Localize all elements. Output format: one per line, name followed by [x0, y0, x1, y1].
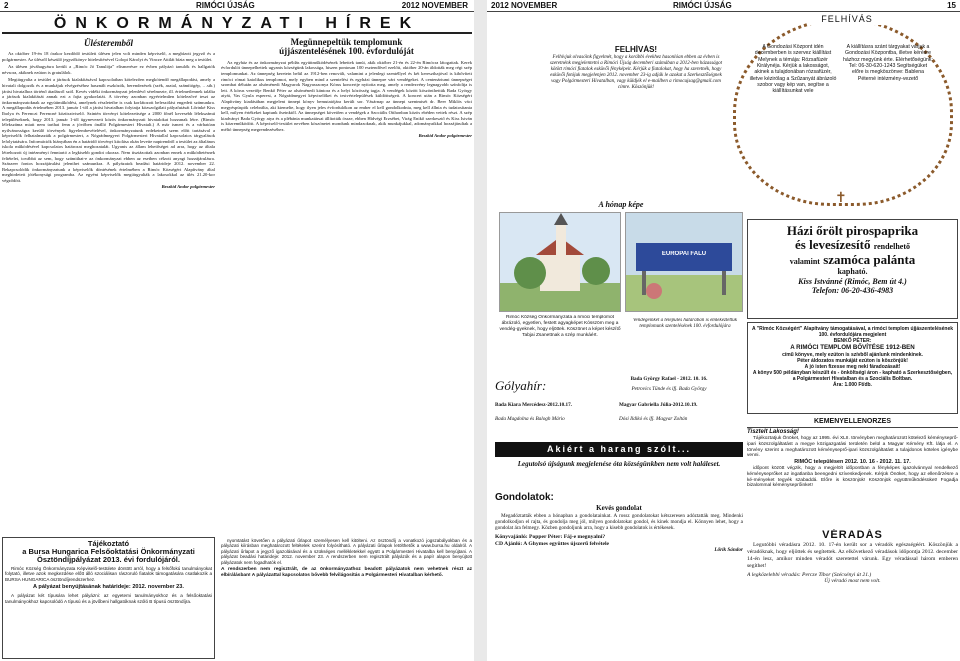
ad-line: kapható.: [837, 266, 868, 276]
book-notice: [747, 322, 958, 414]
cd-recommendation: CD Ajánló: A Ghymes együttes újszerű felvétele: [495, 540, 610, 547]
section-title: Akiért a harang szólt...: [495, 442, 743, 457]
death-notice: [495, 442, 743, 490]
article-signature: Beszkid Andor polgármester: [418, 132, 472, 138]
right-header: [487, 0, 960, 12]
notice-left-text: A Gondozási Központ idén decemberben is szervez kiállítást Melynek a témája: Rózsafüzér Királynéja. Kérjük a lakosságot, akinek a tulajdonában rózsafüzér, illetve kézirólag a Szűzanyát ábrázoló szobor vagy kép van, segítse a kiállításunkat vele: [749, 44, 837, 95]
paper-name: RIMÓCI ÚJSÁG: [673, 1, 732, 10]
section-title: Gondolatok:: [495, 492, 554, 503]
session-article: [2, 38, 215, 533]
page-number: 2: [4, 1, 9, 10]
section-title: VÉRADÁS: [822, 529, 883, 541]
church-photo: [499, 212, 621, 312]
bursa-tender-box: [2, 537, 215, 659]
article-paragraph: Az ülésen jóváhagyásra került a „Rimóc Jó Tanulója” elismerésre ez évben pályázó tanulók és hallgatók névsora, akiknek ezúton is gratulálok.: [2, 64, 215, 75]
tender-types: A pályázat két típusára lehet pályázni: az egyetemi tanulmányokhoz és a felsőoktatási tanulmányokhoz kapcsolódó A típusú és a jövőbeni hallgatóknak szóló B típusú ösztöndíjra.: [5, 593, 212, 604]
left-newspaper-page: [0, 0, 474, 661]
article-body: Az egyház és az önkormányzat példás együttműködésének lebettek tanúi, akik október 21-én és 22-én Rimócra látogattak. Kerek évfordulót ünnepelhettek ugyanis községünk lakossága, hiszen pontosan 100 esztendővel ezelőtt, október 20-án áldották meg régi szép templomunkat. Az ünnepség keretein belül az 1912-ben renovált, valamint a jelenlegi szentéllyel és két kereszthajóval is kibővített rimóci római katolikus templomot, mely egyben mind a szentelési és egyházi ünnepre várt vendégeket. A centenáriumi ünnepséget szombat délután az alsóménedi Magyarok Nagyasszonya Kórus koncertje nyitotta meg, amely a rendezvény legnagyobb színfoltja is lett. A kórus vezetője Benkő Péter az alsóménedi kántora és a helyi közösség tagja. A vendégek között köszönthettük Bada György atyát, Vas Gyula esperest, a Nógrádmegyei képviselőket és testvértelepülések küldöttségeit. A koncert után a Rimóc Községért Alapítvány kiadásában megjelent ünnepi könyv bemutatójára került sor. Vásárnap az ünnepi szentmisét dr. Beer Miklós váci megyéspüspök celebrálta, aki kiemelte, hogy ilyen jeles évfordulókon az ember el kell gondolkodnia, meg kell állnia és tudatosítania kell, milyen értékeket kaptunk őseinktől. Az ünnepséget követően a vendégek a Szociális Otthonban közös ebéden vettek részt. A szép kiadványt Bada György atya és a plébánia munkatársai állították össze, ebben Hídvégi Erzsébet, Virág Enikő szerkesztő és Kiss István is közreműködött. A képviselő-testület nevében köszönetet mondunk mindazoknak, akik munkájukkal, adományaikkal hozzájárultak a méltó ünnepség megrendezéséhez.: [221, 59, 472, 132]
sign-label: EURÓPAI FALU: [661, 251, 707, 257]
birth-2-name: Bada Kiara Mercédesz-2012.10.17.: [495, 402, 572, 408]
page-number: 15: [947, 1, 956, 10]
photo-caption-left: Rimóc Község Önkormányzata a rimóci templomot ábrázoló, egyetlen, festett agyagképet Kósszöm meg a vendég-gyeknek, hogy eljöttek. Köszönet a képet készítő Tabjai Zsanettnak a szép munkáért.: [499, 315, 621, 338]
month-picture-section: [497, 200, 745, 370]
ad-address: Kiss Istvánné (Rimóc, Bem út 4.): [798, 276, 907, 286]
article-signature: Beszkid Andor polgármester: [161, 183, 215, 189]
article-title-line2: újjászentelésének 100. évfordulóját: [279, 46, 414, 57]
notice-right-text: A kiállításra szánt tárgyakat várjuk a Gondozási Központba, illetve kérésre házhoz megyünk érte. Elérhetőségünk: Tel: 06-30-620-1243 Segítségüket előre is megköszönve: Bablena Péterné intézmény-vezető: [843, 44, 933, 82]
book-line: című könyve, mely ezúton is szívből ajánlunk mindenkinek.: [782, 351, 923, 358]
notice-greeting: Tisztelt Lakosság!: [747, 428, 799, 435]
church-anniversary-article: [221, 38, 472, 535]
article-body: Megtárgyalta a testület a járások kialakításával kapcsolatban kötelezően megkötendő megállapodást, amely a hivatali dolgozók és a munkájuk elvégzéséhez használt eszközök, berendezések (szék, asztal, számítógép, …stb.) járási hivatalhoz történő átadásról szól. Kevés vidéki önkormányzat jelenlévő sérelmezte, ill. értelmetlennek találta a járások kialakítását annak ezt a fajta gyakorlatát. A törvény azonban egyértelműen kötelezővé teszi az önkormányzatoknak az együttműködést, amelynek részleteibe is csak korlátozott beleszólást engedett számunkra. A megállapodás értelmében 2013. január 1-től a járási hivatalban folytatja közszolgálati pályafutását Lőrinké Kiss Ibolya és Ferenczi Ferencné köztisztviselő. Szintén törvényi kötelezettsége a 2000 főnél kevesebb lélekszámú településeknek, hogy 2013. január 1-től ügynevezett közös önkormányzati hivatalokat hozzanak létre. (Rimóc lélekszáma miatt nem tarthat fenn a jövőben önálló Polgármesteri Hivatalt.) A már ismert és a várhatóan nyilvánosságra kerülő törvények figyelembevételével, önkormányzatunk erdekeinek szem előtt tartásával a képviselők felhatalmazták a polgármestert, a Nógrádmegyeri Polgármesteri Hivatallal kapcsolatos tárgyalások lefolytatására. Információk hiányában én a határidő törvényi kitolása okán levette napirendről a testület az általános iskola működésével kapcsolatos határozat meghozatalát. Ugyanis az állam lehetőséget ad arra, hogy az általa létrehozott új intézményi fenntartó a legkisebb gondot okozza. Nem tisztázottak azonban ennek a működtetésnek feltételei, továbbá az sem, hogy számithat-e az önkormányzat ebben az esetben célzott anyagi hozzájárulásra. Szászeer fontos hozzájárulást jelenthet számunkra. A pályázatok beadási határideje 2012. november 22. Bekapcsolódik önkormányzatunk a képviselők döntésének értelmében a Rimóc Községért Alapítvány által meghirdetett jótékonysági programba. Az egyéni képviselők megtárgyalták a lakosokkal az ülés 21.20-kor végződött.: [2, 77, 215, 184]
continuation-text: nyomtatást követően a pályázati űrlapot személyesen kell kitölteni. Az ösztöndíj a vonatkozó jogszabályokban és a pályázati kiírásban meghatározott feltételek szerint folyósítható. A pályázati űrlapok letölthetők a www.bursa.hu oldalról. A pályázati űrlapot a jegyző igazolásával és a szükséges mellékletekkel együtt a Polgármesteri Hivatalba kell benyújtani. A pályázat beadási határideje: 2012. november 23. A rendszerben nem regisztrált pályázók és a papír alapon benyújtott pályázatok nem fogadhatók el.: [221, 538, 472, 565]
notice-text: Tájékoztatjuk Önöket, hogy az 1995. évi XLII. törvényben meghatározott kötelező kéményseprő-ipari közszolgáltatást a megye közigazgatási területén belül a Magyar Kémény Kft. látja el. A törvény szerint a meghatározott kéményseprő-ipari közszolgáltatást a tulajdonos köteles igénybe venni.: [747, 435, 958, 459]
section-masthead: ÖNKORMÁNYZATI HÍREK: [2, 14, 472, 34]
paprika-ad: [747, 219, 958, 319]
cross-icon: ✝: [835, 191, 847, 206]
notice-title: KÉMÉNYELLENŐRZÉS: [747, 418, 958, 428]
notice-title: FELHÍVÁS: [807, 14, 887, 25]
birth-2-parents: Bada Magdolna és Balogh Mário: [495, 416, 565, 422]
notice-line: A legközelebbi véradás: Percze Tibor (Szécsényi út 21.): [747, 571, 872, 578]
tender-deadline: A pályázat benyújtásának határideje: 2012. november 23.: [33, 584, 184, 591]
section-title: Gólyahír:: [495, 378, 547, 393]
ad-line: valamint: [789, 256, 820, 266]
book-author: BENKŐ PÉTER:: [833, 338, 872, 345]
ad-line: Házi őrölt: [786, 223, 843, 238]
issue-date: 2012 NOVEMBER: [491, 1, 558, 10]
continuation-bold: A rendszerben nem regisztrált, de az önkormányzathoz beadott pályázatok nem vehetnek részt az elbírálásban! A pályázattal kapcsolatos bővebb felvilágosítás a Polgármesteri Hivatalban kérhető.: [221, 567, 472, 579]
ad-line: levesízesítő: [809, 237, 871, 253]
tender-text: Rimóc Község Önkormányzata Képviselő-testülete döntött arról, hogy a felsőfokú tanulmányokat folytató, illetve azok megkezdése előtt álló szociálisan rászoruló fiatalok támogatására csatlakozik a BURSA HUNGARICA ösztöndíjrendszerhez.: [5, 565, 212, 582]
thoughts-text: Megadóztatták ebben a hónapban a gondolatainkat. A rossz gondolatokat kétszeresen adóztatták meg. Mindenki gondolkodjon el rajta, és gondolja meg jól, milyen gondolatokat gondol, és kinek mondja el. Könnyen lehet, hogy a gondolat ára felmegy. Közben gondoljunk arra, hogy a kisebb gondolatok is értékesek.: [495, 512, 743, 532]
book-price: Ára: 1.000 Ft/db.: [833, 382, 872, 389]
birth-3-parents: Dósi Ildikó és ifj. Magyar Zoltán: [619, 416, 688, 422]
ad-phone: Telefon: 06-20-436-4983: [811, 286, 894, 296]
section-subtitle: Kevés gondolat: [596, 504, 642, 513]
tender-title: Tájékoztató a Bursa Hungarica Felsőoktatási Önkormányzati Ösztöndíjpályázat 2013. évi fordulójáról.: [22, 539, 195, 564]
thoughts-column: [495, 492, 743, 659]
ad-line: szamóca palánta: [823, 251, 916, 267]
birth-1-name: Bada György Rafael - 2012. 10. 16.: [630, 376, 708, 382]
column-signature: Lőrik Sándor: [714, 547, 743, 554]
article-title: Ülésteremből: [84, 38, 133, 48]
ad-line: piros: [846, 223, 875, 238]
book-line: A jó isten fizesse meg neki fáradozásait!: [804, 364, 901, 371]
notice-text: Legutóbbi véradásra 2012. 10. 17-én került sor a véradók egészségéért. Köszönjük a véradóknak, hogy eljöttek és segítettek. Az elkövetkező véradások időpontja 2012. december 14-én lesz, amikor minden véradót szeretettel várunk. Egy véradással három emberen segíthet!: [747, 542, 958, 569]
birth-news: [495, 374, 743, 438]
book-notice-intro: A "Rimóc Községért" Alapítvány támogatásával, a rimóci templom újjászentelésének 100. évfordulójára megjelent: [751, 326, 954, 339]
notice-text: Legutolsó újságunk megjelenése óta községünkben nem volt haláleset.: [517, 459, 721, 468]
section-title: A hónap képe: [598, 200, 644, 209]
paper-name: RIMÓCI ÚJSÁG: [196, 1, 255, 10]
book-recommendation: Könyvajánló: Popper Péter: Fáj-e megnyalni?: [495, 533, 606, 540]
photo-caption-right: Vendégeinket a település határában is emlékeztettük templomunk szentelésének 100. évfordulójára: [633, 318, 737, 330]
notice-line: Új véradó most nem volt.: [824, 578, 881, 585]
book-line: A könyv 500 példányban készült és - önköltségi áron - kapható a Szerkesztőségben, a Polgármesteri Hivatalban és a Szociális Boltban.: [752, 370, 953, 383]
chimney-inspection-notice: [747, 418, 958, 526]
birth-1-parents: Petrovics Tünde és ifj. Bada György: [631, 386, 707, 392]
tender-continuation: [221, 538, 472, 659]
blood-donation-notice: [747, 529, 958, 659]
article-title-line1: Megünnepeltük templomunk: [290, 38, 403, 47]
left-header: [0, 0, 474, 12]
book-line: Péter áldozatos munkáját ezúton is köszönjük!: [797, 357, 908, 364]
rosary-exhibition-notice: [729, 12, 960, 212]
issue-date: 2012 NOVEMBER: [401, 1, 468, 10]
right-newspaper-page: [487, 0, 960, 661]
article-lead: Az október 19-én 18 órakor kezdődő testületi ülésen jelen volt minden képviselő, a megbízott jegyző és a polgármester. Az ülésről készülő jegyzőkönyv hitelesítésével Golopi Károlyt és Vincze Attilát bízta meg a testület.: [2, 50, 215, 62]
notice-dates: RIMÓC településen 2012. 10. 16 - 2012. 11. 17.: [794, 459, 911, 466]
village-sign-photo: [625, 212, 743, 312]
birth-3-name: Magyar Gabriella Júlia-2012.10.19.: [619, 402, 698, 408]
notice-text-2: időpont között végzik, hogy a megjelölt időpontban a fényképes igazolvánnyal rendelkező kéményseprőket az ingatlanba beengedni szíveskedjenek. Kérjük Önöket, hogy az ellenőrzésre a ké-ményeket tegyék szabaddá. Előre is köszönjük! Köszönjük együttműködésüket! Fogadja bizalommal kéményseprőinket!: [747, 465, 958, 489]
book-title: A RIMÓCI TEMPLOM BŐVÍTÉSE 1912-BEN: [790, 344, 915, 352]
notice-title: FELHÍVÁS!: [614, 45, 658, 54]
ad-line: és: [794, 237, 806, 253]
wedding-photo-call: [547, 45, 725, 203]
ad-line: rendelhető: [873, 242, 910, 252]
notice-text: Felhívjuk olvasóink figyelmét, hogy a korábbi évekhez hasonlóan ebben az évben is szeretnénk megjelentetni a Rimóci Újság decemberi számában a 2012-ben házasságot kötött rimóci fiatalok esküvői fényképeit. Kérjük a fiatalokat, hogy ha szeretnék, hogy esküvői fotójuk megjelenjen 2012. november 23-ig adják le azokat a Szerkesztőségnek vagy Polgármesteri Hivatalban, vagy küldjék el e-mailben a rimocujsag@gmail.com címre. Köszönjük!: [549, 54, 723, 91]
ad-line: paprika: [874, 223, 919, 238]
